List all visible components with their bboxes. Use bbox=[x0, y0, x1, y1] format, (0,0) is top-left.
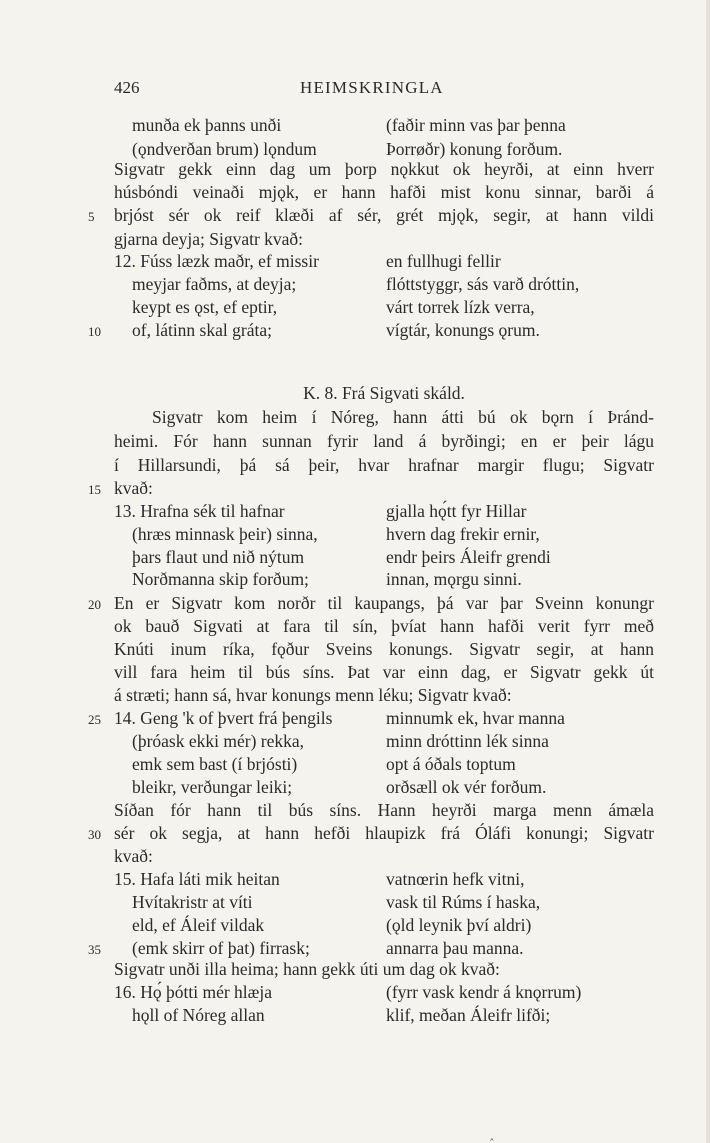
verse-line bbox=[114, 249, 654, 273]
verse-line bbox=[114, 890, 654, 914]
prose-line: Knúti inum ríka, fǫður Sveins konungs. Sigvatr segir, at hann bbox=[114, 639, 654, 659]
verse-left: (ǫndverðan brum) lǫndum bbox=[132, 139, 317, 159]
verse-line bbox=[114, 706, 654, 730]
chapter-heading: K. 8. Frá Sigvati skáld. bbox=[303, 383, 465, 403]
prose-line: En er Sigvatr kom norðr til kaupangs, þá var þar Sveinn konungr bbox=[114, 593, 654, 613]
verse-right: vask til Rúms í haska, bbox=[386, 892, 541, 912]
prose-line: vill fara heim til bús síns. Þat var einn dag, er Sigvatr gekk út bbox=[114, 662, 654, 682]
line-number: 20 bbox=[88, 597, 101, 612]
verse-left: (emk skirr of þat) firrask; bbox=[132, 938, 310, 958]
verse-left: meyjar faðms, at deyja; bbox=[132, 274, 297, 294]
verse-right: flóttstyggr, sás varð dróttin, bbox=[386, 274, 580, 294]
verse-line bbox=[114, 775, 654, 799]
verse-line bbox=[114, 1003, 654, 1027]
verse-line bbox=[114, 752, 654, 776]
verse-line bbox=[114, 545, 654, 569]
verse-right: várt torrek lízk verra, bbox=[386, 297, 535, 317]
page-number: 426 bbox=[114, 78, 140, 97]
verse-line bbox=[114, 729, 654, 753]
verse-left: bleikr, verðungar leiki; bbox=[132, 777, 293, 797]
footer-mark: ‸ bbox=[490, 1129, 494, 1141]
verse-right: hvern dag frekir ernir, bbox=[386, 524, 540, 544]
verse-right: (fyrr vask kendr á knǫrrum) bbox=[386, 982, 582, 1002]
running-title: HEIMSKRINGLA bbox=[300, 78, 444, 97]
prose-line: ok bauð Sigvati at fara til sín, þvíat hann hafði verit fyrr með bbox=[114, 616, 654, 636]
verse-line bbox=[114, 499, 654, 523]
verse-right: klif, meðan Áleifr lifði; bbox=[386, 1005, 551, 1025]
verse-right: (ǫld leynik því aldri) bbox=[386, 915, 532, 935]
verse-right: Þorrøðr) konung forðum. bbox=[386, 139, 563, 159]
verse-left: (hræs minnask þeir) sinna, bbox=[132, 524, 318, 544]
verse-line bbox=[114, 913, 654, 937]
page-edge bbox=[706, 0, 710, 1143]
verse-left: 14. Geng 'k of þvert frá þengils bbox=[114, 708, 333, 728]
prose-line: á stræti; hann sá, hvar konungs menn léku; Sigvatr kvað: bbox=[114, 685, 512, 705]
prose-line: Sigvatr unði illa heima; hann gekk úti um dag ok kvað: bbox=[114, 959, 500, 979]
prose-line: heimi. Fór hann sunnan fyrir land á byrðingi; en er þeir lágu bbox=[114, 431, 654, 451]
verse-left: þars flaut und nið nýtum bbox=[132, 547, 305, 567]
verse-left: 15. Hafa láti mik heitan bbox=[114, 869, 280, 889]
verse-line bbox=[114, 272, 654, 296]
verse-line bbox=[114, 867, 654, 891]
verse-left: (þróask ekki mér) rekka, bbox=[132, 731, 305, 751]
prose-line: í Hillarsundi, þá sá þeir, hvar hrafnar margir flugu; Sigvatr bbox=[114, 455, 654, 475]
verse-left: Hvítakristr at víti bbox=[132, 892, 253, 912]
verse-right: en fullhugi fellir bbox=[386, 251, 501, 271]
verse-line bbox=[114, 980, 654, 1004]
prose-line: Sigvatr kom heim í Nóreg, hann átti bú ok bǫrn í Þránd- bbox=[152, 407, 654, 427]
prose-line: kvað: bbox=[114, 478, 153, 498]
verse-right: minnumk ek, hvar manna bbox=[386, 708, 565, 728]
prose-line: húsbóndi veinaði mjǫk, er hann hafði mist konu sinnar, barði á bbox=[114, 182, 654, 202]
prose-line: brjóst sér ok reif klæði af sér, grét mjǫk, segir, at hann vildi bbox=[114, 205, 654, 225]
prose-line: kvað: bbox=[114, 846, 153, 866]
verse-left: munða ek þanns unði bbox=[132, 115, 282, 135]
verse-right: (faðir minn vas þar þenna bbox=[386, 115, 566, 135]
verse-left: keypt es ǫst, ef eptir, bbox=[132, 297, 278, 317]
verse-left: 12. Fúss læzk maðr, ef missir bbox=[114, 251, 319, 271]
verse-right: orðsæll ok vér forðum. bbox=[386, 777, 547, 797]
verse-right: endr þeirs Áleifr grendi bbox=[386, 547, 551, 567]
prose-line: Síðan fór hann til bús síns. Hann heyrði marga menn ámæla bbox=[114, 800, 654, 820]
verse-right: annarra þau manna. bbox=[386, 938, 524, 958]
verse-line bbox=[114, 113, 654, 137]
verse-right: minn dróttinn lék sinna bbox=[386, 731, 549, 751]
verse-left: 16. Hǫ́ þótti mér hlæja bbox=[114, 982, 272, 1002]
verse-left: emk sem bast (í brjósti) bbox=[132, 754, 298, 774]
verse-right: gjalla hǫ́tt fyr Hillar bbox=[386, 501, 527, 521]
verse-right: opt á óðals toptum bbox=[386, 754, 516, 774]
line-number: 25 bbox=[88, 712, 101, 727]
verse-line bbox=[114, 318, 654, 342]
prose-line: Sigvatr gekk einn dag um þorp nǫkkut ok heyrði, at einn hverr bbox=[114, 159, 654, 179]
verse-line bbox=[114, 522, 654, 546]
verse-right: innan, mǫrgu sinni. bbox=[386, 569, 522, 589]
verse-line bbox=[114, 567, 654, 591]
line-number: 35 bbox=[88, 942, 101, 957]
line-number: 30 bbox=[88, 827, 101, 842]
verse-left: hǫll of Nóreg allan bbox=[132, 1005, 265, 1025]
line-number: 5 bbox=[88, 209, 95, 224]
verse-left: 13. Hrafna sék til hafnar bbox=[114, 501, 285, 521]
verse-left: eld, ef Áleif vildak bbox=[132, 915, 265, 935]
line-number: 10 bbox=[88, 324, 101, 339]
verse-line bbox=[114, 295, 654, 319]
prose-line: sér ok segja, at hann hefði hlaupizk frá Óláfi konungi; Sigvatr bbox=[114, 823, 654, 843]
verse-right: vatnœrin hefk vitni, bbox=[386, 869, 525, 889]
page-header bbox=[0, 76, 710, 102]
verse-left: Norðmanna skip forðum; bbox=[132, 569, 309, 589]
verse-left: of, látinn skal gráta; bbox=[132, 320, 272, 340]
verse-right: vígtár, konungs ǫrum. bbox=[386, 320, 540, 340]
prose-line: gjarna deyja; Sigvatr kvað: bbox=[114, 229, 304, 249]
line-number: 15 bbox=[88, 482, 101, 497]
